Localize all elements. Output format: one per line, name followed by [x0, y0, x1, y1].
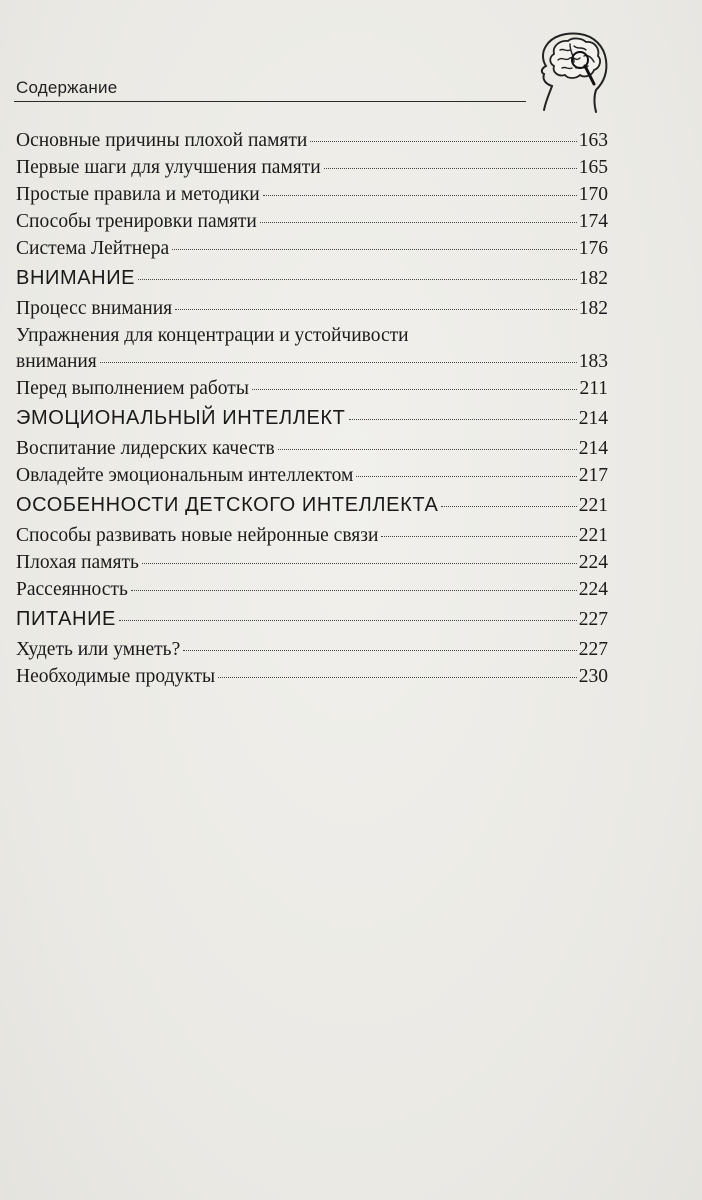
toc-entry — [16, 181, 608, 208]
toc-page-number: 217 — [578, 465, 608, 486]
toc-page-number: 211 — [579, 378, 608, 399]
toc-entry — [16, 663, 608, 690]
toc-entry-title: Необходимые продукты — [16, 666, 216, 687]
toc-entry — [16, 295, 608, 322]
toc-entry-title: Способы развивать новые нейронные связи — [16, 525, 379, 546]
toc-section — [16, 262, 608, 295]
toc-entry-title: Перед выполнением работы — [16, 378, 249, 399]
toc-page-number: 163 — [578, 130, 608, 151]
toc-entry — [16, 636, 608, 663]
toc-entry-title: Упражнения для концентрации и устойчивости — [16, 325, 409, 346]
toc-page-number: 221 — [578, 495, 608, 516]
dot-leader — [131, 589, 577, 591]
dot-leader — [324, 167, 577, 169]
dot-leader — [100, 361, 577, 363]
dot-leader — [349, 418, 577, 420]
toc-entry — [16, 154, 608, 181]
dot-leader — [218, 676, 577, 678]
toc-page-number: 176 — [578, 238, 608, 259]
dot-leader — [183, 649, 577, 651]
head-with-brain-icon — [530, 30, 614, 114]
toc-entry-wrapped-line — [16, 322, 608, 348]
toc-page-number: 165 — [578, 157, 608, 178]
toc-entry-title: Система Лейтнера — [16, 238, 170, 259]
toc-entry — [16, 235, 608, 262]
toc-page-number: 182 — [578, 298, 608, 319]
table-of-contents — [16, 127, 608, 690]
toc-page-number: 221 — [578, 525, 608, 546]
toc-entry-title-continued: внимания — [16, 351, 97, 372]
toc-page-number: 224 — [578, 579, 608, 600]
toc-section-title: ВНИМАНИЕ — [16, 267, 136, 289]
dot-leader — [441, 505, 576, 507]
dot-leader — [142, 562, 577, 564]
running-head-title: Содержание — [16, 78, 118, 97]
toc-page-number: 214 — [578, 408, 608, 429]
toc-entry-title: Плохая память — [16, 552, 139, 573]
dot-leader — [310, 140, 576, 142]
toc-page-number: 170 — [578, 184, 608, 205]
dot-leader — [263, 194, 577, 196]
toc-page-number: 214 — [578, 438, 608, 459]
toc-page-number: 227 — [578, 609, 608, 630]
toc-section-title: ПИТАНИЕ — [16, 608, 117, 630]
toc-section — [16, 489, 608, 522]
toc-entry — [16, 375, 608, 402]
dot-leader — [278, 448, 577, 450]
toc-section — [16, 603, 608, 636]
dot-leader — [356, 475, 576, 477]
toc-entry-title: Рассеянность — [16, 579, 128, 600]
dot-leader — [260, 221, 577, 223]
toc-entry — [16, 435, 608, 462]
toc-entry-title: Первые шаги для улучшения памяти — [16, 157, 321, 178]
toc-entry-title: Основные причины плохой памяти — [16, 130, 308, 151]
toc-entry-title: Овладейте эмоциональным интеллектом — [16, 465, 354, 486]
dot-leader — [252, 388, 578, 390]
dot-leader — [119, 619, 577, 621]
toc-entry-title: Процесс внимания — [16, 298, 173, 319]
toc-entry-title: Простые правила и методики — [16, 184, 260, 205]
toc-page-number: 183 — [578, 351, 608, 372]
toc-entry — [16, 549, 608, 576]
toc-page-number: 230 — [578, 666, 608, 687]
header-rule — [14, 101, 526, 102]
toc-entry — [16, 462, 608, 489]
toc-section — [16, 402, 608, 435]
toc-entry-title: Воспитание лидерских качеств — [16, 438, 275, 459]
toc-entry — [16, 348, 608, 375]
dot-leader — [381, 535, 576, 537]
dot-leader — [138, 278, 577, 280]
toc-entry — [16, 522, 608, 549]
toc-entry-title: Способы тренировки памяти — [16, 211, 257, 232]
toc-section-title: ЭМОЦИОНАЛЬНЫЙ ИНТЕЛЛЕКТ — [16, 407, 346, 429]
toc-entry — [16, 576, 608, 603]
toc-entry — [16, 208, 608, 235]
toc-page-number: 182 — [578, 268, 608, 289]
toc-page-number: 224 — [578, 552, 608, 573]
toc-entry-title: Худеть или умнеть? — [16, 639, 181, 660]
toc-page-number: 174 — [578, 211, 608, 232]
toc-section-title: ОСОБЕННОСТИ ДЕТСКОГО ИНТЕЛЛЕКТА — [16, 494, 439, 516]
dot-leader — [175, 308, 577, 310]
toc-entry — [16, 127, 608, 154]
toc-page-number: 227 — [578, 639, 608, 660]
dot-leader — [172, 248, 577, 250]
